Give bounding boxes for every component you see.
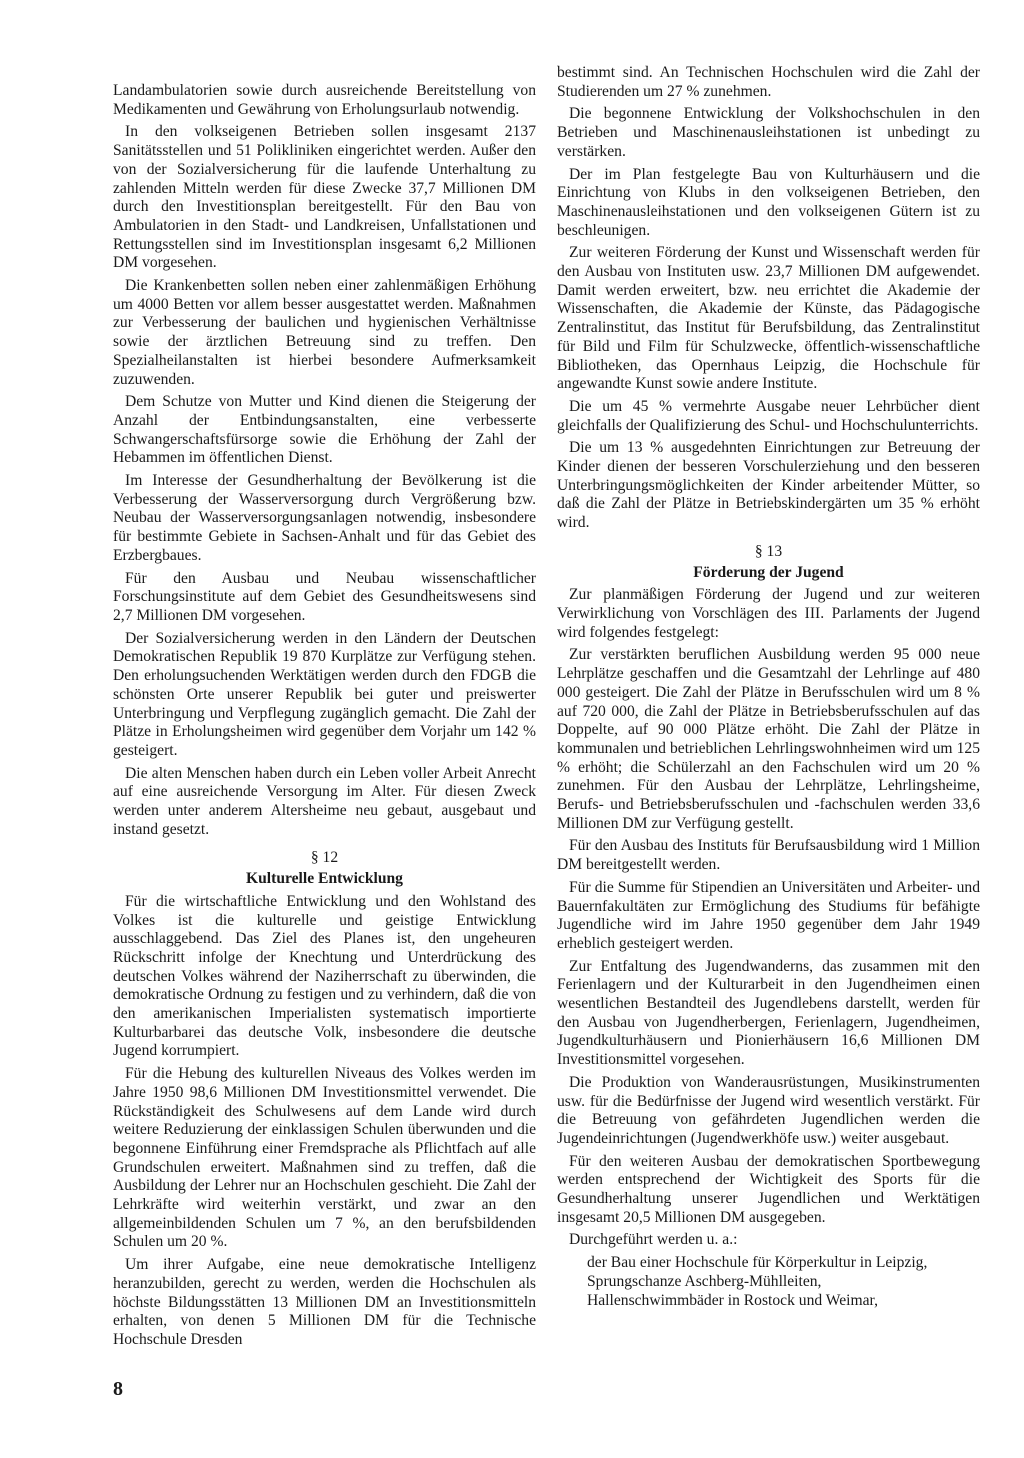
section-number: § 12: [310, 849, 339, 867]
list-item: Sprungschanze Aschberg-Mühlleiten,: [587, 1272, 822, 1290]
paragraph: Durchgeführt werden u. a.:: [569, 1231, 738, 1249]
section-heading: Kulturelle Entwicklung: [246, 870, 403, 888]
right-column: [557, 64, 980, 1310]
list-item: Hallenschwimmbäder in Rostock und Weimar,: [587, 1291, 879, 1309]
paragraph: Für den weiteren Ausbau der demokratischen Sportbewegung werden entsprechend der Wichtigkeit des Sports für die Gesundherhaltung unserer Jugendlichen und Werktätigen insgesamt 20,5 Millionen DM ausgegeben.: [557, 1152, 980, 1226]
paragraph: Landambulatorien sowie durch ausreichende Bereitstellung von Medikamenten und Gewährung von Erholungsurlaub notwendig.: [113, 82, 536, 118]
paragraph: Für die Summe für Stipendien an Universitäten und Arbeiter- und Bauernfakultäten zur Ermöglichung des Studiums für befähigte Jugendliche wird im Jahre 1950 gegenüber dem Jahr 1949 erheblich gesteigert werden.: [557, 878, 980, 952]
paragraph: Im Interesse der Gesundherhaltung der Bevölkerung ist die Verbesserung der Wasserversorgung durch Vergrößerung bzw. Neubau der Wasserversorgungsanlagen notwendig, insbesondere für bestimmte Gebiete in Sachsen-Anhalt und für das Gebiet des Erzbergbaues.: [113, 472, 536, 564]
paragraph: Der im Plan festgelegte Bau von Kulturhäusern und die Einrichtung von Klubs in den volkseigenen Betrieben, den Maschinenausleihstationen und den volkseigenen Gütern ist zu beschleunigen.: [557, 165, 980, 239]
left-column: [113, 82, 536, 1354]
paragraph: Für den Ausbau und Neubau wissenschaftlicher Forschungsinstitute auf dem Gebiet des Gesundheitswesens sind 2,7 Millionen DM vorgesehen.: [113, 569, 536, 624]
paragraph: Die alten Menschen haben durch ein Leben voller Arbeit Anrecht auf eine ausreichende Versorgung im Alter. Für diesen Zweck werden unter anderem Altersheime neu gebaut, ausgebaut und instand gesetzt.: [113, 764, 536, 838]
paragraph: Die Produktion von Wanderausrüstungen, Musikinstrumenten usw. für die Bedürfnisse der Jugend wird wesentlich verstärkt. Für die Betreuung von gefährdeten Jugendlichen werden die Jugendeinrichtungen (Jugendwerkhöfe usw.) weiter ausgebaut.: [557, 1073, 980, 1147]
paragraph: In den volkseigenen Betrieben sollen insgesamt 2137 Sanitätsstellen und 51 Polikliniken eingerichtet werden. Außer den von der Sozialversicherung für die laufende Unterhaltung zu zahlenden Mitteln werden für diese Zwecke 37,7 Millionen DM durch den Investitionsplan bereitgestellt. Für den Bau von Ambulatorien in den Stadt- und Landkreisen, Unfallstationen und Rettungsstellen sind im Investitionsplan insgesamt 6,2 Millionen DM vorgesehen.: [113, 123, 536, 272]
section-heading: Förderung der Jugend: [693, 563, 844, 581]
measures-list: [587, 1254, 980, 1310]
page-number: 8: [113, 1378, 123, 1400]
list-item: der Bau einer Hochschule für Körperkultur in Leipzig,: [587, 1254, 928, 1272]
paragraph: Die begonnene Entwicklung der Volkshochschulen in den Betrieben und Maschinenausleihstationen ist unbedingt zu verstärken.: [557, 105, 980, 160]
paragraph: Zur verstärkten beruflichen Ausbildung werden 95 000 neue Lehrplätze geschaffen und die Gesamtzahl der Lehrlinge auf 480 000 gesteigert. Die Zahl der Plätze in Berufsschulen wird um 8 % auf 720 000, die Zahl der Plätze in Betriebsberufsschulen auf das Doppelte, auf 90 000 Plätze erhöht. Die Zahl der Plätze in kommunalen und betrieblichen Lehrlingswohnheimen wird um 125 % erhöht; die Schülerzahl an den Fachschulen wird um 20 % zunehmen. Für den Ausbau der Lehrplätze, Lehrlingsheime, Berufs- und Betriebsberufsschulen und -fachschulen werden 33,6 Millionen DM zur Verfügung gestellt.: [557, 646, 980, 832]
paragraph: Für den Ausbau des Instituts für Berufsausbildung wird 1 Million DM bereitgestellt werden.: [557, 837, 980, 874]
paragraph: Zur planmäßigen Förderung der Jugend und zur weiteren Verwirklichung von Vorschlägen des III. Parlaments der Jugend wird folgendes festgelegt:: [557, 586, 980, 641]
paragraph: Zur weiteren Förderung der Kunst und Wissenschaft werden für den Ausbau von Instituten usw. 23,7 Millionen DM aufgewendet. Damit werden erweitert, bzw. neu errichtet die Akademie der Wissenschaften, die Akademie der Künste, das Pädagogische Zentralinstitut, das Institut für Berufsbildung, das Zentralinstitut für Bild und Film für Schulzwecke, öffentlich-wissenschaftliche Bibliotheken, das Opernhaus Leipzig, die Hochschule für angewandte Kunst sowie andere Institute.: [557, 244, 980, 393]
paragraph: Dem Schutze von Mutter und Kind dienen die Steigerung der Anzahl der Entbindungsanstalten, eine verbesserte Schwangerschaftsfürsorge sowie die Erhöhung der Zahl der Hebammen im öffentlichen Dienst.: [113, 393, 536, 467]
paragraph: Zur Entfaltung des Jugendwanderns, das zusammen mit den Ferienlagern und der Kulturarbeit in den Jugendheimen einen wesentlichen Bestandteil des Jugendlebens darstellt, werden für den Ausbau von Jugendherbergen, Ferienlagern, Jugendheimen, Jugendkulturhäusern und Pionierhäusern 16,6 Millionen DM Investitionsmittel vorgesehen.: [557, 957, 980, 1069]
paragraph: Die um 13 % ausgedehnten Einrichtungen zur Betreuung der Kinder dienen der besseren Vorschulerziehung und den besseren Unterbringungsmöglichkeiten der Kinder arbeitender Mütter, so daß die Zahl der Plätze in Betriebskindergärten um 35 % erhöht wird.: [557, 439, 980, 532]
paragraph: Für die wirtschaftliche Entwicklung und den Wohlstand des Volkes ist die kulturelle und geistige Entwicklung ausschlaggebend. Das Ziel des Planes ist, den ungeheuren Rückschritt infolge der Knechtung und Unterdrückung des deutschen Volkes während der Naziherrschaft zu überwinden, die demokratische Ordnung zu festigen und zu verhindern, daß die von den amerikanischen Imperialisten systematisch importierte Kulturbarbarei das deutsche Volk, insbesondere die deutsche Jugend korrumpiert.: [113, 892, 536, 1060]
paragraph: Um ihrer Aufgabe, eine neue demokratische Intelligenz heranzubilden, gerecht zu werden, werden die Hochschulen als höchste Bildungsstätten 13 Millionen DM an Investitionsmitteln erhalten, von denen 5 Millionen DM für die Technische Hochschule Dresden: [113, 1256, 536, 1348]
paragraph: bestimmt sind. An Technischen Hochschulen wird die Zahl der Studierenden um 27 % zunehmen.: [557, 64, 980, 100]
paragraph: Die um 45 % vermehrte Ausgabe neuer Lehrbücher dient gleichfalls der Qualifizierung des Schul- und Hochschulunterrichts.: [557, 397, 980, 434]
paragraph: Die Krankenbetten sollen neben einer zahlenmäßigen Erhöhung um 4000 Betten vor allem besser ausgestattet werden. Maßnahmen zur Verbesserung der baulichen und hygienischen Verhältnisse sowie der ärztlichen Betreuung sind zu treffen. Den Spezialheilanstalten ist hierbei besondere Aufmerksamkeit zuzuwenden.: [113, 277, 536, 388]
paragraph: Für die Hebung des kulturellen Niveaus des Volkes werden im Jahre 1950 98,6 Millionen DM Investitionsmittel verwendet. Die Rückständigkeit des Schulwesens auf dem Lande wird durch weitere Reduzierung der einklassigen Schulen überwunden und die begonnene Einführung einer Fremdsprache als Pflichtfach auf alle Grundschulen erweitert. Maßnahmen sind zu treffen, daß die Ausbildung der Lehrer nur an Hochschulen geschieht. Die Zahl der Lehrkräfte wird weiterhin verstärkt, und zwar an den allgemeinbildenden Schulen um 7 %, an den berufsbildenden Schulen um 20 %.: [113, 1065, 536, 1251]
paragraph: Der Sozialversicherung werden in den Ländern der Deutschen Demokratischen Republik 19 870 Kurplätze zur Verfügung stehen. Den erholungsuchenden Werktätigen werden durch den FDGB die schönsten Orte unserer Republik bei guter und preiswerter Unterbringung und Verpflegung zugänglich gemacht. Die Zahl der Plätze in Erholungsheimen wird gegenüber dem Vorjahr um 142 % gesteigert.: [113, 629, 536, 759]
section-number: § 13: [754, 542, 783, 560]
